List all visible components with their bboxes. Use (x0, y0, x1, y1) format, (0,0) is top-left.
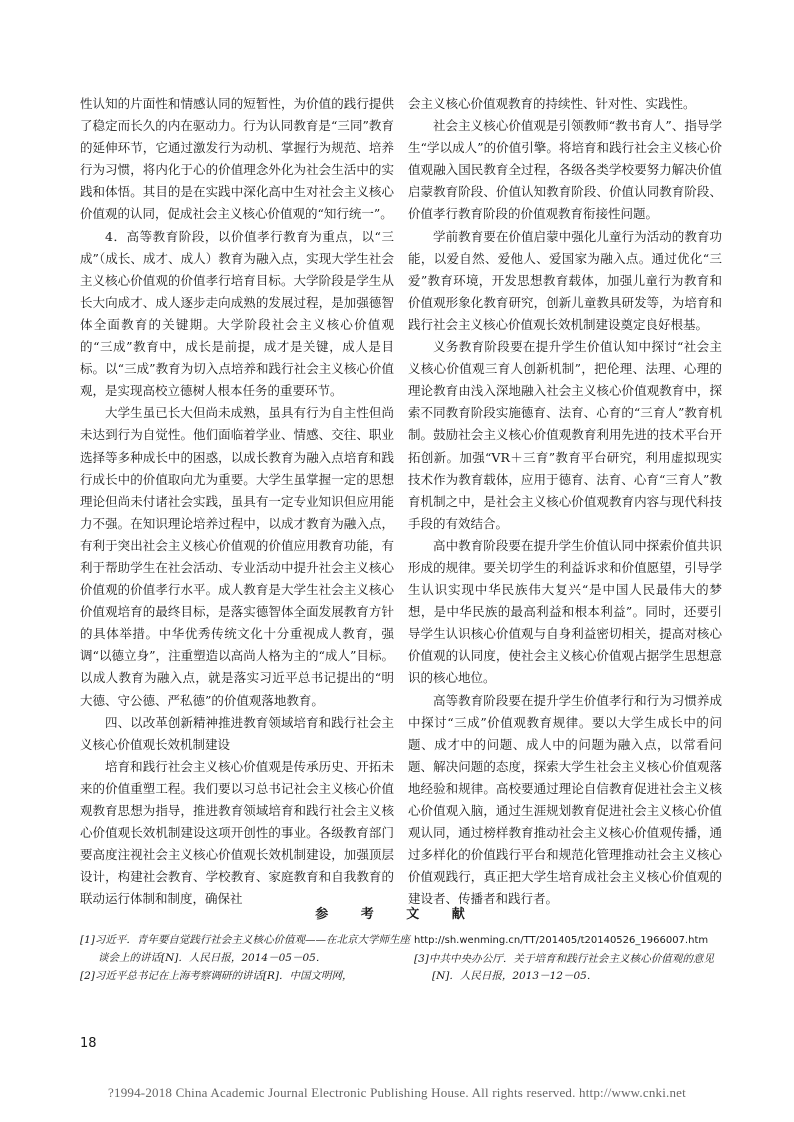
paragraph: 大学生虽已长大但尚未成熟，虽具有行为自主性但尚未达到行为自觉性。他们面临着学业、情感、交往、职业选择等多种成长中的困惑，以成长教育为融入点培育和践行成长中的价值取向尤为重要。大学生虽掌握一定的思想理论但尚未付诸社会实践，虽具有一定专业知识但应用能力不强。在知识理论培养过程中，以成才教育为融入点，有利于突出社会主义核心价值观的价值应用教育功能，有利于帮助学生在社会活动、专业活动中提升社会主义核心价值观的价值孝行水平。成人教育是大学生社会主义核心价值观培育的最终目标，是落实德智体全面发展教育方针的具体举措。中华优秀传统文化十分重视成人教育，强调“以德立身”，注重塑造以高尚人格为主的“成人”目标。以成人教育为融入点，就是落实习近平总书记提出的“明大德、守公德、严私德”的价值观落地教育。 (80, 405, 394, 708)
references-right-column (414, 932, 714, 987)
paragraph: 义务教育阶段要在提升学生价值认知中探讨“社会主义核心价值观三育人创新机制”，把伦理、法理、心理的理论教育由浅入深地融入社会主义核心价值观教育中，探索不同教育阶段实施德育、法育、心育的“三育人”教育机制。鼓励社会主义核心价值观教育利用先进的技术平台开拓创新。加强“VR＋三育”教育平台研究，利用虚拟现实技术作为教育载体，应用于德育、法育、心育“三育人”教育机制之中，是社会主义核心价值观教育内容与现代科技手段的有效结合。 (408, 339, 722, 531)
page-number: 18 (80, 1036, 97, 1051)
reference-url[interactable] (414, 932, 714, 950)
paragraph: 培育和践行社会主义核心价值观是传承历史、开拓未来的价值重塑工程。我们要以习总书记社会主义核心价值观教育思想为指导，推进教育领域培育和践行社会主义核心价值观长效机制建设这项开创性的事业。各级教育部门要高度注视社会主义核心价值观长效机制建设，加强顶层设计，构建社会教育、学校教育、家庭教育和自我教育的联动运行体制和制度，确保社 (80, 758, 394, 907)
reference-item: [2]习近平总书记在上海考察调研的讲话[R]．中国文明网， (80, 970, 353, 982)
right-text-column (408, 93, 722, 910)
paragraph: 会主义核心价值观教育的持续性、针对性、实践性。 (408, 96, 696, 111)
section-heading: 四、以改革创新精神推进教育领域培育和践行社会主义核心价值观长效机制建设 (80, 714, 394, 752)
paragraph: 社会主义核心价值观是引领教师“教书育人”、指导学生“学以成人”的价值引擎。将培育和践行社会主义核心价值观融入国民教育全过程，各级各类学校要努力解决价值启蒙教育阶段、价值认知教育阶段、价值认同教育阶段、价值孝行教育阶段的价值观教育衔接性问题。 (408, 118, 722, 222)
reference-item: [3]中共中央办公厅．关于培育和践行社会主义核心价值观的意见[N]．人民日报，2013－12－05． (414, 952, 714, 982)
paragraph: 高等教育阶段要在提升学生价值孝行和行为习惯养成中探讨“三成”价值观教育规律。要以大学生成长中的问题、成才中的问题、成人中的问题为融入点，以常看问题、解决问题的态度，探索大学生社会主义核心价值观落地经验和规律。高校要通过理论自信教育促进社会主义核心价值观入脑，通过生涯规划教育促进社会主义核心价值观认同，通过榜样教育推动社会主义核心价值观传播，通过多样化的价值践行平台和规范化管理推动社会主义核心价值观践行，真正把大学生培育成社会主义核心价值观的建设者、传播者和践行者。 (408, 692, 722, 907)
references-left-column (80, 932, 410, 987)
references-title: 参 考 文 献 (315, 907, 479, 922)
paragraph: 学前教育要在价值启蒙中强化儿童行为活动的教育功能，以爱自然、爱他人、爱国家为融入点。通过优化“三爱”教育环境，开发思想教育载体，加强儿童行为教育和价值观形象化教育研究，创新儿童教具研发等，为培育和践行社会主义核心价值观长效机制建设奠定良好根基。 (408, 228, 722, 332)
paragraph: 性认知的片面性和情感认同的短暂性，为价值的践行提供了稳定而长久的内在驱动力。行为认同教育是“三同”教育的延伸环节，它通过激发行为动机、掌握行为规范、培养行为习惯，将内化于心的价值理念外化为社会生活中的实践和体悟。其目的是在实践中深化高中生对社会主义核心价值观的认同，促成社会主义核心价值观的“知行统一”。 (80, 96, 394, 222)
copyright-footer: ?1994-2018 China Academic Journal Electronic Publishing House. All rights reserved. http://www.cnki.net (108, 1085, 686, 1100)
paragraph: 高中教育阶段要在提升学生价值认同中探索价值共识形成的规律。要关切学生的利益诉求和价值愿望，引导学生认识实现中华民族伟大复兴“是中国人民最伟大的梦想，是中华民族的最高利益和根本利益”。同时，还要引导学生认识核心价值观与自身利益密切相关，提高对核心价值观的认同度，使社会主义核心价值观占据学生思想意识的核心地位。 (408, 537, 722, 686)
left-text-column (80, 93, 394, 910)
reference-url-text[interactable]: http://sh.wenming.cn/TT/201405/t20140526_1966007.htm (414, 935, 709, 946)
paragraph: 4．高等教育阶段，以价值孝行教育为重点，以“三成”（成长、成才、成人）教育为融入点，实现大学生社会主义核心价值观的价值孝行培育目标。大学阶段是学生从长大向成才、成人逐步走向成熟的发展过程，是加强德智体全面教育的关键期。大学阶段社会主义核心价值观的“三成”教育中，成长是前提，成才是关键，成人是目标。以“三成”教育为切入点培养和践行社会主义核心价值观，是实现高校立德树人根本任务的重要环节。 (80, 228, 394, 399)
reference-item: [1]习近平．青年要自觉践行社会主义核心价值观——在北京大学师生座谈会上的讲话[N]．人民日报，2014－05－05． (80, 934, 410, 964)
